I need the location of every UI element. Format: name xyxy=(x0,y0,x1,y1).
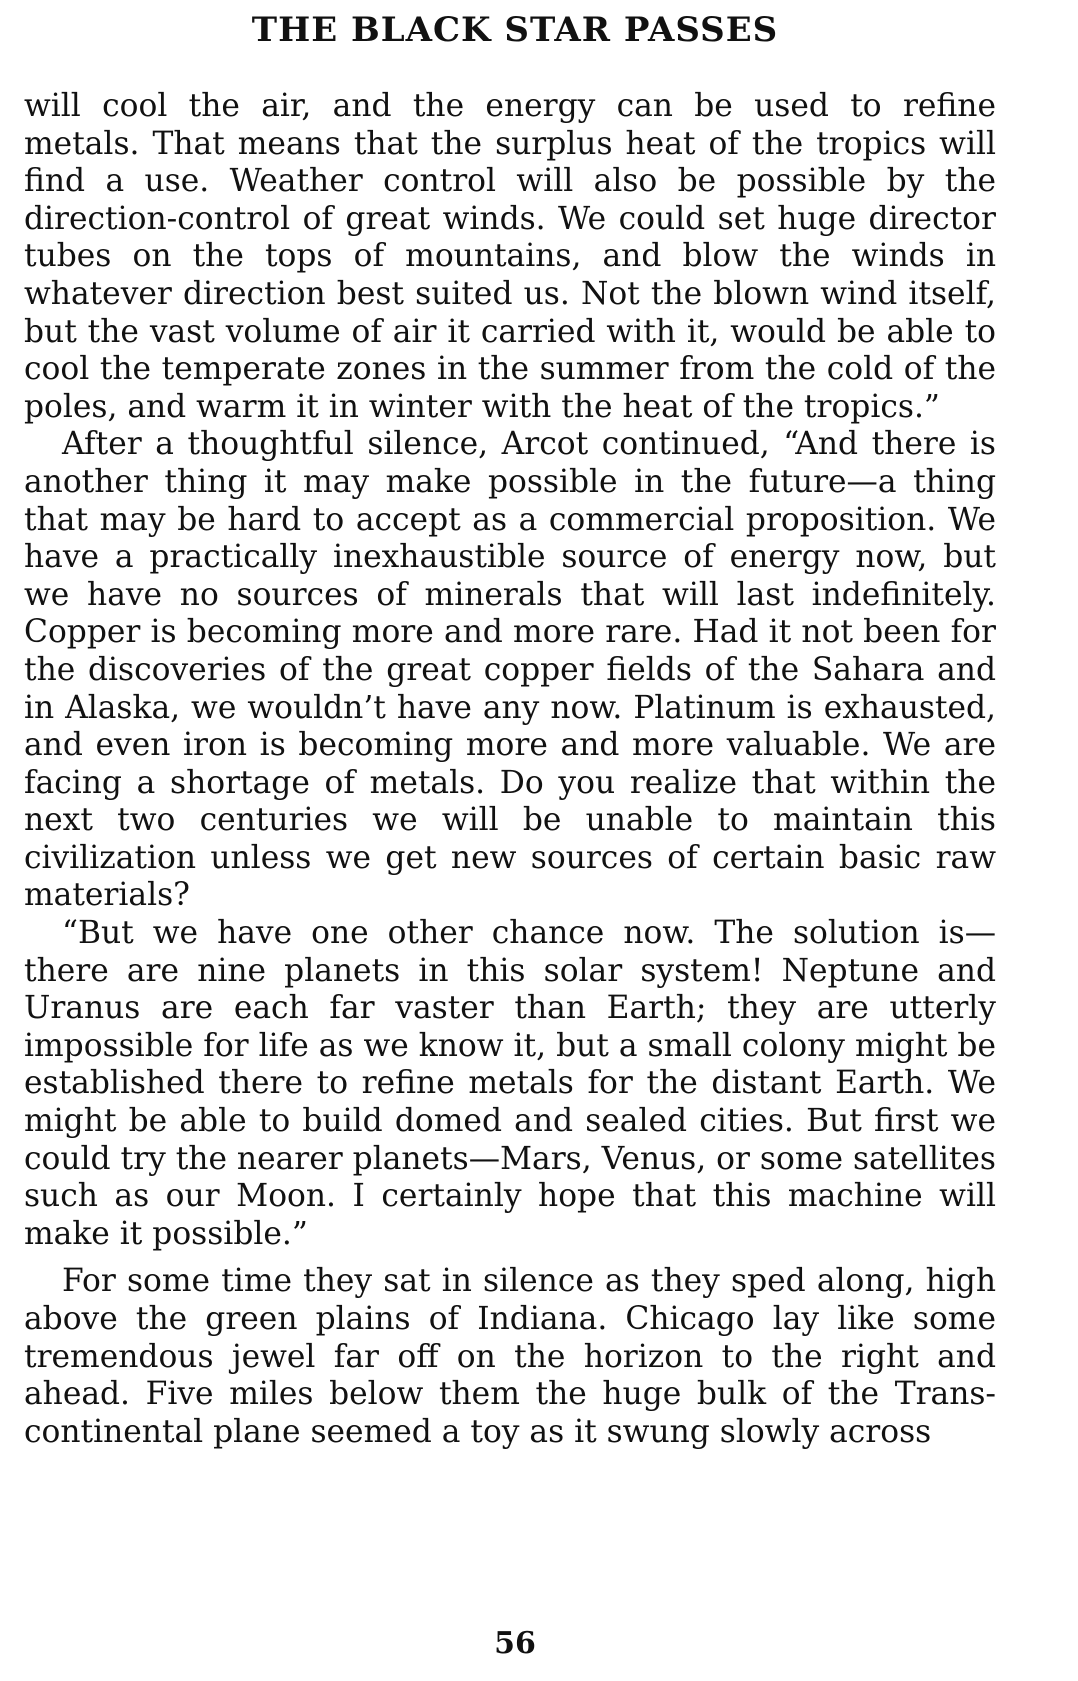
running-head: THE BLACK STAR PASSES xyxy=(251,10,779,50)
page-number: 56 xyxy=(494,1626,536,1661)
paragraph-silence: For some time they sat in silence as they sped along, high above the green plains of Indiana. Chicago lay like some tremendous jewel far off on the horizon to the right and ahead. Five miles below them the huge bulk of the Transcontinental plane seemed a toy as it swung slowly across xyxy=(24,1263,996,1450)
paragraph-other-chance: “But we have one other chance now. The solution is—there are nine planets in this solar system! Neptune and Uranus are each far vaster than Earth; they are utterly impossible for life as we know it, but a small colony might be established there to refine metals for the distant Earth. We might be able to build domed and sealed cities. But first we could try the nearer planets—Mars, Venus, or some satellites such as our Moon. I certainly hope that this machine will make it possible.” xyxy=(24,915,996,1252)
body-text xyxy=(24,88,996,1451)
paragraph-arcot-continued: After a thoughtful silence, Arcot continued, “And there is another thing it may make possible in the future—a thing that may be hard to accept as a commercial proposition. We have a practically inexhaustible source of energy now, but we have no sources of minerals that will last indefinitely. Copper is becoming more and more rare. Had it not been for the discoveries of the great copper fields of the Sahara and in Alaska, we wouldn’t have any now. Platinum is exhausted, and even iron is becoming more and more valuable. We are facing a shortage of metals. Do you realize that within the next two centuries we will be unable to maintain this civilization unless we get new sources of certain basic raw materials? xyxy=(24,426,996,914)
paragraph-continuation: will cool the air, and the energy can be used to refine metals. That means that the surplus heat of the tropics will find a use. Weather control will also be possible by the direction-control of great winds. We could set huge director tubes on the tops of mountains, and blow the winds in whatever direction best suited us. Not the blown wind itself, but the vast volume of air it carried with it, would be able to cool the temperate zones in the summer from the cold of the poles, and warm it in winter with the heat of the tropics.” xyxy=(24,88,996,425)
